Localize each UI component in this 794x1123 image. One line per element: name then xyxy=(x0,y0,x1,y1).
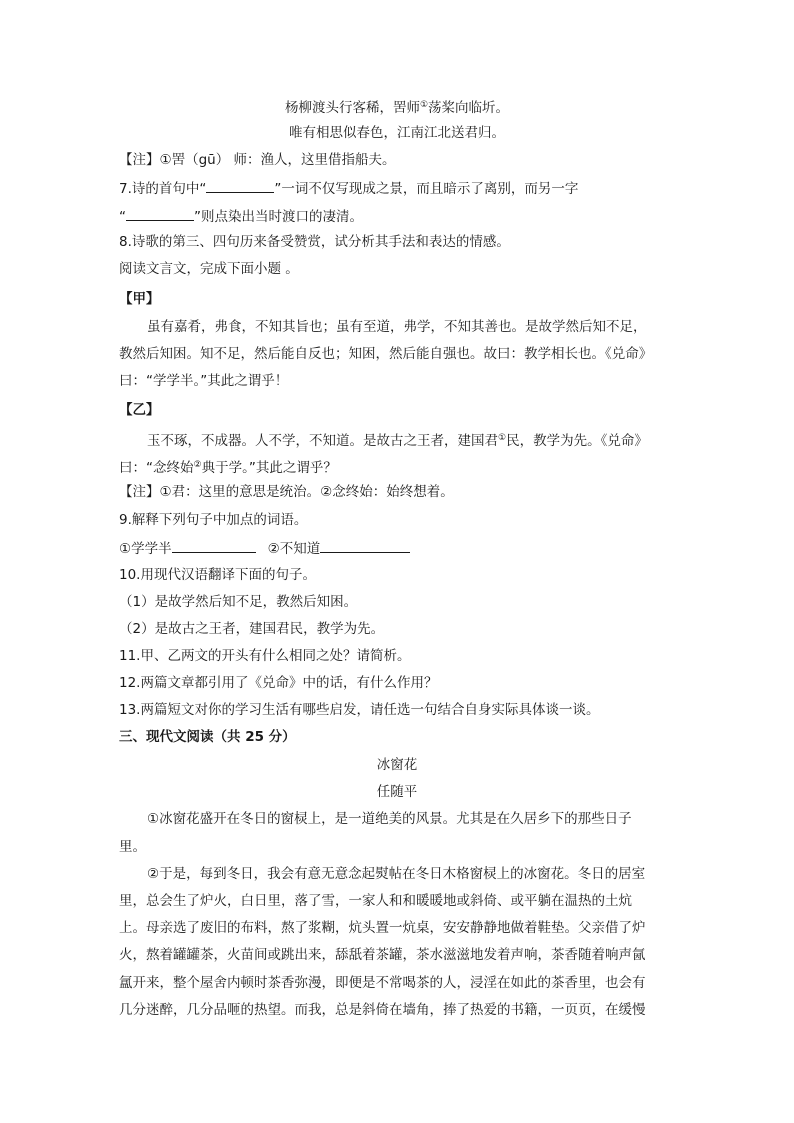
section-3-heading: 三、现代文阅读（共 25 分） xyxy=(119,729,296,745)
reading-intro: 阅读文言文，完成下面小题 。 xyxy=(119,261,299,277)
note-marker: ① xyxy=(498,433,507,443)
question-12: 12.两篇文章都引用了《兑命》中的话，有什么作用？ xyxy=(119,675,438,691)
yi-line-2-post: 典于学。”其此之谓乎？ xyxy=(201,460,337,476)
answer-blank[interactable] xyxy=(320,538,410,553)
question-8: 8.诗歌的第三、四句历来备受赞赏，试分析其手法和表达的情感。 xyxy=(119,234,510,250)
question-13: 13.两篇短文对你的学习生活有哪些启发，请任选一句结合自身实际具体谈一谈。 xyxy=(119,702,600,718)
yi-line-1-post: 民，教学为先。《兑命》 xyxy=(506,433,648,449)
question-7-line-2-post: ”则点染出当时渡口的凄清。 xyxy=(194,209,363,225)
question-9-item-b: ②不知道 xyxy=(267,541,321,557)
yi-paragraph-line-1 xyxy=(147,429,679,450)
question-10-item-1: （1）是故学然后知不足，教然后知困。 xyxy=(119,594,358,610)
article-paragraph-1-line-2: 里。 xyxy=(119,839,146,855)
jia-paragraph-line-2: 教然后知困。知不足，然后能自反也；知困，然后能自强也。故曰：教学相长也。《兑命》 xyxy=(119,346,653,362)
article-paragraph-2-line-4: 火，熬着罐罐茶，火苗间或跳出来，舔舐着茶罐，茶水滋滋地发着声响，茶香随着响声氤 xyxy=(119,947,646,963)
article-paragraph-2-line-1: ②于是，每到冬日，我会有意无意念起熨帖在冬日木格窗棂上的冰窗花。冬日的居室 xyxy=(147,866,646,882)
question-11: 11.甲、乙两文的开头有什么相同之处？请简析。 xyxy=(119,648,411,664)
article-paragraph-1-line-1: ①冰窗花盛开在冬日的窗棂上，是一道绝美的风景。尤其是在久居乡下的那些日子 xyxy=(147,811,632,827)
note-marker: ② xyxy=(193,460,202,470)
answer-blank[interactable] xyxy=(126,206,194,221)
section-label-yi: 【乙】 xyxy=(119,402,160,418)
article-author: 任随平 xyxy=(376,784,418,800)
article-paragraph-2-line-5: 氲开来，整个屋舍内顿时茶香弥漫，即便是不常喝茶的人，浸淫在如此的茶香里，也会有 xyxy=(119,975,646,991)
poem-line-4: 唯有相思似春色，江南江北送君归。 xyxy=(289,125,505,141)
classical-note: 【注】①君：这里的意思是统治。②念终始：始终想着。 xyxy=(119,484,454,500)
question-7-mid: ”一词不仅写现成之景，而且暗示了离别，而另一字 xyxy=(274,181,579,197)
poem-line-3 xyxy=(0,96,794,117)
question-10-item-2: （2）是故古之王者，建国君民，教学为先。 xyxy=(119,621,385,637)
yi-line-2-pre: 曰：“念终始 xyxy=(119,460,194,476)
question-7-line-2-pre: “ xyxy=(119,209,126,225)
answer-blank[interactable] xyxy=(172,538,256,553)
poem-line-3-post: 荡桨向临圻。 xyxy=(428,100,510,116)
question-9-item-a: ①学学半 xyxy=(119,541,172,557)
article-paragraph-2-line-3: 上。母亲选了废旧的布料，熬了浆糊，炕头置一炕桌，安安静静地做着鞋垫。父亲借了炉 xyxy=(119,920,646,936)
poem-note: 【注】①罟（gū） 师：渔人，这里借指船夫。 xyxy=(119,152,396,168)
jia-paragraph-line-1: 虽有嘉肴，弗食，不知其旨也；虽有至道，弗学，不知其善也。是故学然后知不足， xyxy=(147,319,647,335)
question-7-pre: 7.诗的首句中“ xyxy=(119,181,207,197)
yi-line-1-pre: 玉不琢，不成器。人不学，不知道。是故古之王者，建国君 xyxy=(147,433,498,449)
note-marker: ① xyxy=(419,100,429,110)
question-10: 10.用现代汉语翻译下面的句子。 xyxy=(119,567,316,583)
jia-paragraph-line-3: 曰：“学学半。”其此之谓乎！ xyxy=(119,373,289,389)
article-paragraph-2-line-6: 几分迷醉，几分品咂的热望。而我，总是斜倚在墙角，捧了热爱的书籍，一页页，在缓慢 xyxy=(119,1002,646,1018)
question-7-line-2 xyxy=(119,206,679,226)
section-label-jia: 【甲】 xyxy=(119,291,160,307)
question-7-line-1 xyxy=(119,178,679,198)
article-title: 冰窗花 xyxy=(376,757,418,773)
question-9: 9.解释下列句子中加点的词语。 xyxy=(119,512,308,528)
yi-paragraph-line-2 xyxy=(119,456,679,477)
answer-blank[interactable] xyxy=(206,178,274,193)
poem-line-3-pre: 杨柳渡头行客稀，罟师 xyxy=(284,100,420,116)
question-9-items xyxy=(119,538,679,558)
article-paragraph-2-line-2: 里，总会生了炉火，白日里，落了雪，一家人和和暖暖地或斜倚、或平躺在温热的土炕 xyxy=(119,893,632,909)
